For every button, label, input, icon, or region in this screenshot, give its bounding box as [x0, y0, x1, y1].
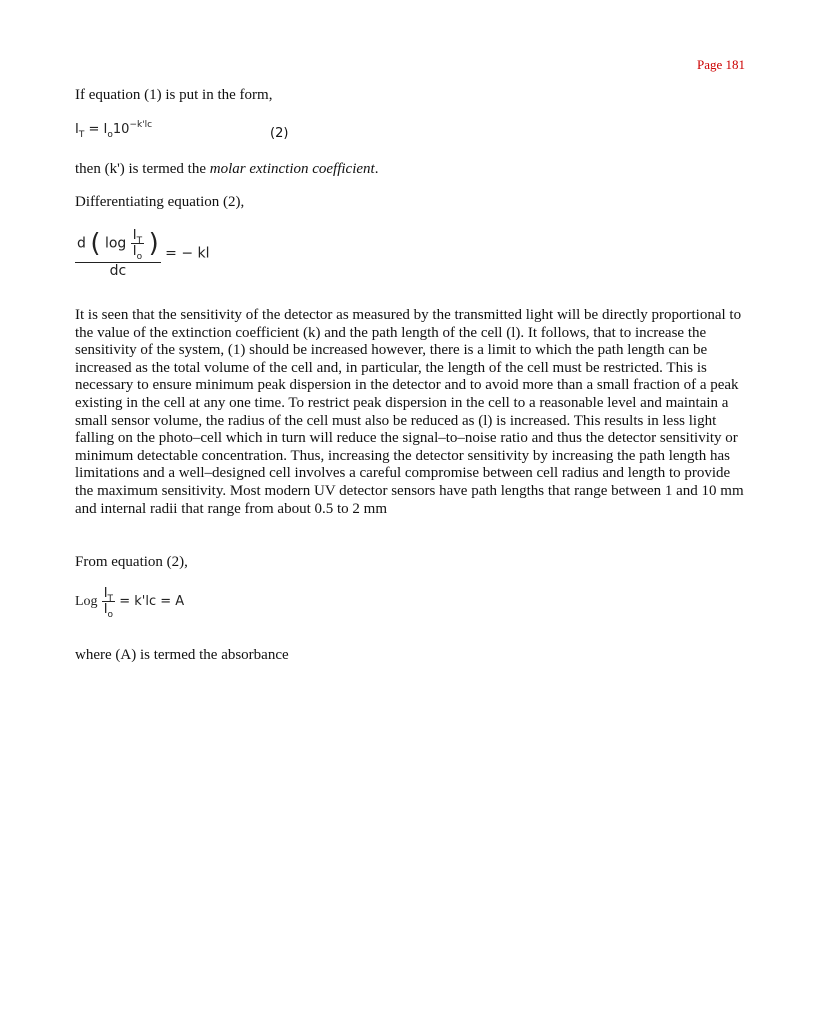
abs-rhs: = k'lc = A — [119, 594, 185, 609]
molar-before: then (k') is termed the — [75, 161, 210, 177]
eq2-lhs-symbol: I — [75, 122, 79, 137]
equation-number: (2) — [270, 126, 289, 141]
absorbance-text: where (A) is termed the absorbance — [75, 647, 289, 663]
eq2-rhs-subscript: o — [107, 130, 113, 140]
abs-num-subscript: T — [107, 594, 114, 604]
intro-text: If equation (1) is put in the form, — [75, 87, 273, 103]
differentiating-text: Differentiating equation (2), — [75, 194, 245, 210]
eq2-rhs-symbol: I — [103, 122, 108, 137]
derivative-fraction — [75, 228, 161, 279]
page-number: Page 181 — [697, 57, 746, 72]
abs-fraction — [102, 586, 115, 620]
abs-num-symbol: I — [103, 586, 108, 601]
body-paragraph: It is seen that the sensitivity of the detector as measured by the transmitted light will be directly proportional to the value of the extinction coefficient (k) and the path length of the cell (l). It follows, that to increase the sensitivity of the system, (1) should be increased however, there is a limit to which the path length can be increased as the total volume of the cell and, in particular, the length of the cell must be restricted. This is necessary to ensure minimum peak dispersion in the detector and to avoid more than a small fraction of a peak existing in the cell at any one time. To restrict peak dispersion in the cell to a reasonable level and maintain a small sensor volume, the radius of the cell must also be reduced as (l) is increased. This results in less light falling on the photo–cell which in turn will reduce the signal–to–noise ratio and thus the detector sensitivity or minimum detectable concentration. Thus, increasing the detector sensitivity by increasing the path length has limitations and a well–designed cell involves a careful compromise between cell radius and length to provide the maximum sensitivity. Most modern UV detector sensors have path lengths that range between 1 and 10 mm and internal radii that range from about 0.5 to 2 mm — [75, 307, 744, 517]
abs-den-symbol: I — [103, 602, 108, 617]
from-eq-text: From equation (2), — [75, 554, 188, 570]
abs-log: Log — [75, 594, 98, 609]
derivative-equation — [75, 228, 210, 279]
derivative-d: d — [77, 235, 86, 252]
derivative-rhs: = − kl — [165, 245, 210, 262]
right-paren: ) — [148, 228, 159, 259]
eq2-equals: = — [88, 122, 100, 137]
eq2-base: 10 — [112, 122, 130, 137]
ratio-fraction — [131, 228, 144, 262]
absorbance-equation — [75, 586, 185, 620]
eq2-lhs-subscript: T — [78, 130, 85, 140]
derivative-denominator: dc — [75, 262, 161, 279]
ratio-den-subscript: o — [136, 252, 143, 262]
ratio-num-symbol: I — [132, 228, 137, 243]
abs-den-subscript: o — [107, 610, 114, 620]
ratio-num-subscript: T — [136, 236, 143, 246]
molar-term: molar extinction coefficient — [209, 161, 375, 177]
left-paren: ( — [90, 228, 101, 259]
eq2-exponent: −k'lc — [129, 120, 153, 130]
equation-2 — [75, 120, 153, 140]
ratio-den-symbol: I — [132, 244, 137, 259]
molar-text — [75, 161, 378, 179]
molar-after: . — [374, 161, 379, 177]
derivative-log: log — [104, 235, 127, 252]
